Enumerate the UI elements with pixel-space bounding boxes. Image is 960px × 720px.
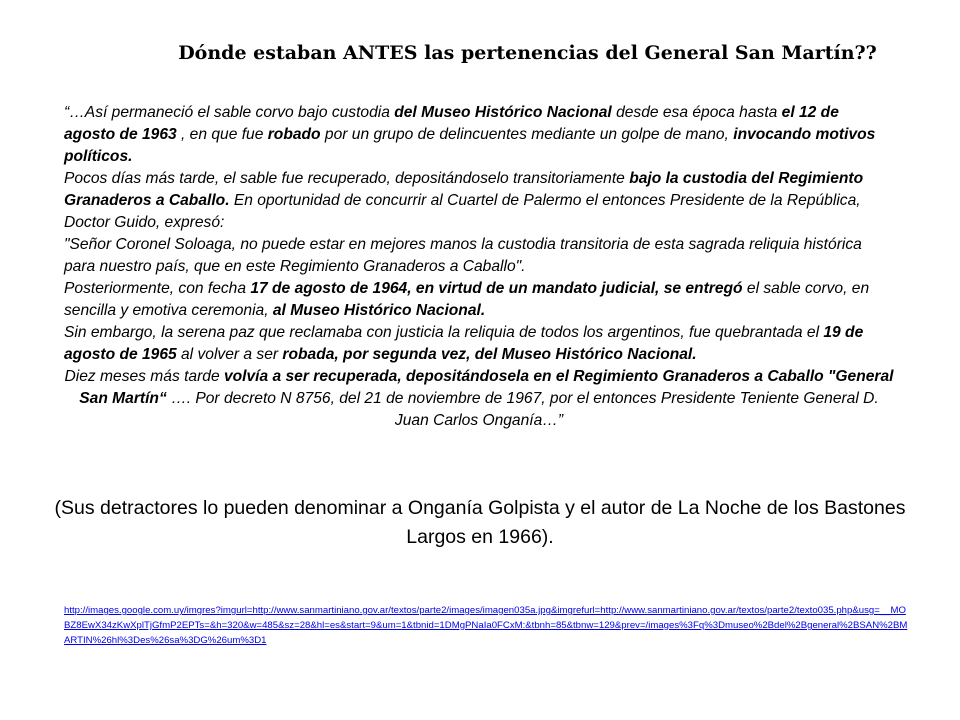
body-text: En oportunidad de concurrir al Cuartel de Palermo el entonces Presidente de la República, Doctor Guido, expresó: (64, 192, 861, 231)
body-text: Pocos días más tarde, el sable fue recuperado, depositándoselo transitoriamente (64, 170, 630, 187)
quote-paragraph (64, 322, 894, 366)
body-text: al volver a ser (176, 346, 283, 363)
quote-paragraph (64, 366, 894, 432)
quote-paragraph (64, 102, 894, 168)
emphasis-text: invocando motivos políticos. (64, 126, 876, 165)
source-link[interactable]: http://images.google.com.uy/imgres?imgurl=http://www.sanmartiniano.gov.ar/textos/parte2/images/imagen035a.jpg&imgrefurl=http://www.sanmartiniano.gov.ar/textos/parte2/texto035.php&usg=__MOBZ8EwX34zKwXplTjGfmP2EPTs=&h=320&w=485&sz=28&hl=es&start=9&um=1&tbnid=1DMgPNaIa0FCxM:&tbnh=85&tbnw=129&prev=/images%3Fq%3Dmuseo%2Bdel%2Bgeneral%2BSAN%2BMARTIN%26hl%3Des%26sa%3DG%26um%3D1 (64, 605, 908, 646)
emphasis-text: 19 de agosto de 1965 (64, 324, 864, 363)
body-text: Diez meses más tarde (64, 368, 224, 385)
emphasis-text: robado (267, 126, 321, 143)
emphasis-text: bajo la custodia del Regimiento Granaderos a Caballo. (64, 170, 864, 209)
emphasis-text: del Museo Histórico Nacional (394, 104, 612, 121)
body-text: , en que fue (176, 126, 268, 143)
body-text: “…Así permaneció el sable corvo bajo custodia (64, 104, 395, 121)
page-title: Dónde estaban ANTES las pertenencias del General San Martín?? (178, 42, 877, 64)
quote-paragraph (64, 168, 894, 234)
emphasis-text: volvía a ser recuperada, depositándosela en el Regimiento Granaderos a Caballo "General San Martín“ (79, 368, 894, 407)
body-text: Posteriormente, con fecha (64, 280, 251, 297)
body-text: Sin embargo, la serena paz que reclamaba con justicia la reliquia de todos los argentinos, fue quebrantada el (64, 324, 824, 341)
historical-quote (64, 102, 894, 432)
editorial-note: (Sus detractores lo pueden denominar a Onganía Golpista y el autor de La Noche de los Bastones Largos en 1966). (54, 497, 906, 548)
quote-paragraph (64, 234, 894, 278)
emphasis-text: el 12 de agosto de 1963 (64, 104, 839, 143)
body-text: el sable corvo, en sencilla y emotiva ceremonia, (64, 280, 870, 319)
body-text: …. Por decreto N 8756, del 21 de noviembre de 1967, por el entonces Presidente Teniente General D. Juan Carlos Onganía…” (166, 390, 879, 429)
emphasis-text: robada, por segunda vez, del Museo Histórico Nacional. (282, 346, 697, 363)
body-text: "Señor Coronel Soloaga, no puede estar en mejores manos la custodia transitoria de esta sagrada reliquia histórica para nuestro país, que en este Regimiento Granaderos a Caballo". (64, 236, 862, 275)
emphasis-text: 17 de agosto de 1964, en virtud de un mandato judicial, se entregó (250, 280, 743, 297)
body-text: por un grupo de delincuentes mediante un golpe de mano, (320, 126, 734, 143)
body-text: desde esa época hasta (611, 104, 782, 121)
quote-paragraph (64, 278, 894, 322)
emphasis-text: al Museo Histórico Nacional. (272, 302, 486, 319)
